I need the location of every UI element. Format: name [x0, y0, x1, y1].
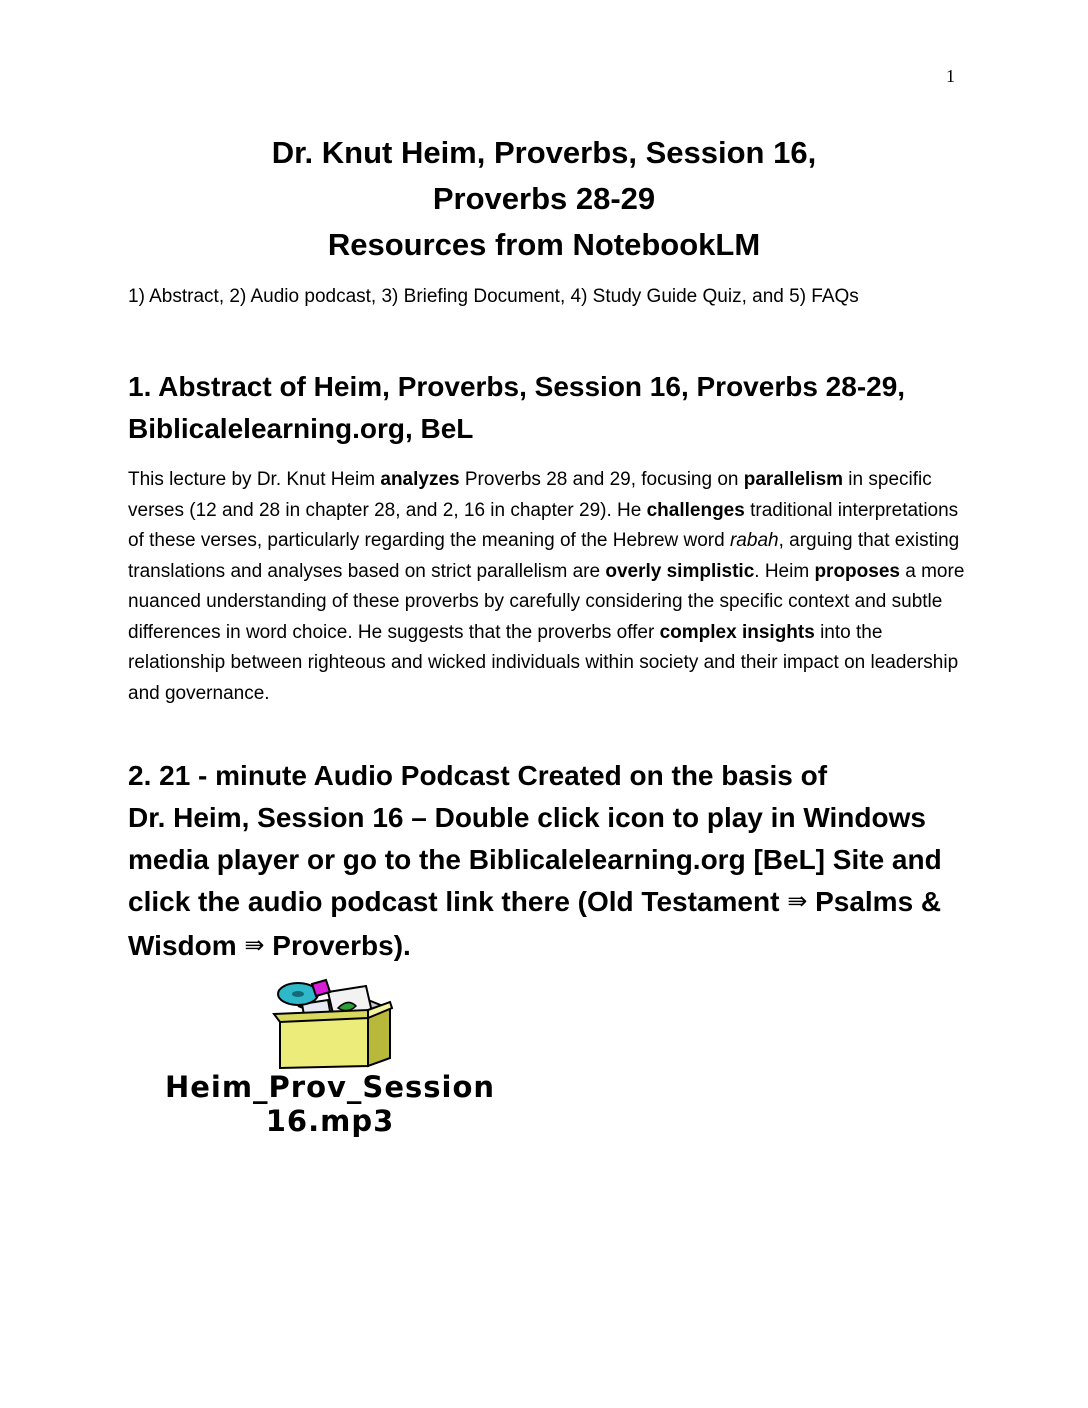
section-1-heading-line-1: 1. Abstract of Heim, Proverbs, Session 16, Proverbs 28-29,: [128, 371, 906, 402]
title-line-1: Dr. Knut Heim, Proverbs, Session 16,: [271, 135, 817, 170]
abstract-text: traditional interpretations of these verses, particularly regarding the meaning of the Hebrew word: [128, 499, 959, 551]
abstract-text: a more nuanced understanding of these proverbs by carefully considering the specific context and subtle differences in word choice. He suggests that the proverbs offer: [128, 560, 965, 643]
abstract-paragraph: [128, 465, 970, 709]
abstract-text: This lecture by Dr. Knut Heim: [128, 469, 381, 490]
contents-list: 1) Abstract, 2) Audio podcast, 3) Briefing Document, 4) Study Guide Quiz, and 5) FAQs: [128, 286, 859, 307]
abstract-bold-complex-insights: complex insights: [659, 621, 815, 643]
abstract-bold-parallelism: parallelism: [743, 469, 844, 490]
section-2-heading-line-1: 2. 21 - minute Audio Podcast Created on the basis of: [128, 760, 828, 791]
abstract-text: in specific verses (12 and 28 in chapter 28, and 2, 16 in chapter 29). He: [128, 469, 932, 521]
abstract-text: , arguing that existing translations and analyses based on strict parallelism are: [128, 530, 960, 582]
page-number: 1: [946, 66, 955, 86]
abstract-bold-proposes: proposes: [814, 560, 900, 582]
abstract-italic-rabah: rabah: [729, 530, 779, 551]
section-2-heading: [128, 755, 958, 969]
title-line-2: Proverbs 28-29: [432, 181, 656, 216]
abstract-bold-challenges: challenges: [646, 499, 745, 521]
podcast-file-label[interactable]: [120, 1070, 540, 1138]
abstract-text: into the relationship between righteous and wicked individuals within society and their impact on leadership and governance.: [128, 621, 959, 704]
audio-package-icon[interactable]: [268, 978, 394, 1070]
podcast-filename-line-2: 16.mp3: [265, 1104, 395, 1138]
section-2-heading-text: Proverbs).: [264, 930, 411, 961]
abstract-bold-analyzes: analyzes: [380, 469, 460, 490]
title-line-3: Resources from NotebookLM: [327, 227, 761, 262]
section-2-heading-text: Psalms & Wisdom: [128, 886, 942, 961]
section-2-heading-text: Dr. Heim, Session 16 – Double click icon to play in Windows media player or go to the Biblicalelearning.org [BeL] Site and click the audio podcast link there (Old Testament: [128, 802, 942, 917]
document-title: [0, 130, 1088, 268]
abstract-text: Proverbs 28 and 29, focusing on: [459, 469, 744, 490]
podcast-filename-line-1: Heim_Prov_Session: [164, 1070, 496, 1104]
abstract-text: . Heim: [754, 560, 815, 582]
right-arrow-icon: ⇛: [787, 888, 808, 915]
abstract-bold-overly-simplistic: overly simplistic: [605, 560, 755, 582]
right-arrow-icon: ⇛: [244, 932, 265, 959]
section-1-heading-line-2: Biblicalelearning.org, BeL: [128, 413, 474, 444]
section-1-heading: [128, 366, 958, 450]
